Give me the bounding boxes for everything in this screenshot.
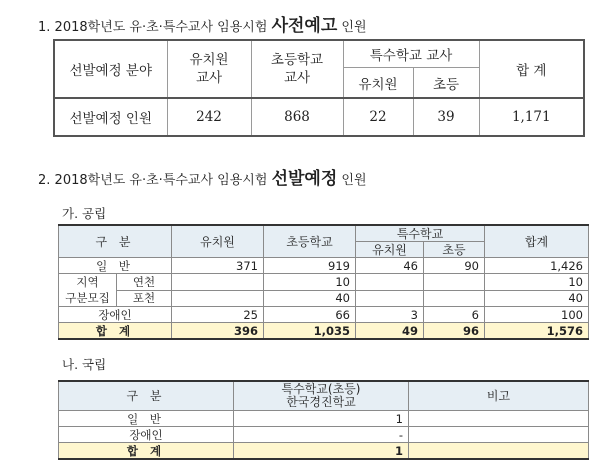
table-row bbox=[59, 290, 589, 307]
public-total-special-elem: 96 bbox=[424, 323, 485, 340]
disabled-kinder: 25 bbox=[172, 307, 264, 323]
general-kinder: 371 bbox=[172, 258, 264, 274]
national-disabled-label: 장애인 bbox=[59, 427, 234, 443]
section2-title: 2018학년도 유·초·특수교사 임용시험 bbox=[54, 173, 268, 188]
preannouncement-table bbox=[53, 39, 585, 137]
table-row bbox=[59, 307, 589, 323]
section2-heading bbox=[38, 164, 367, 189]
table-row bbox=[59, 323, 589, 340]
total-header: 합 계 bbox=[479, 40, 584, 98]
pocheon-special-kinder bbox=[356, 290, 424, 307]
national-category-header: 구 분 bbox=[59, 381, 234, 411]
yeoncheon-kinder bbox=[172, 274, 264, 291]
national-school-line1: 특수학교(초등) bbox=[281, 382, 361, 396]
disabled-total: 100 bbox=[485, 307, 589, 323]
section1-title: 2018학년도 유·초·특수교사 임용시험 bbox=[54, 20, 268, 35]
general-special-kinder: 46 bbox=[356, 258, 424, 274]
elem-count: 868 bbox=[251, 98, 343, 136]
table-row bbox=[59, 443, 589, 460]
yeoncheon-special-elem bbox=[424, 274, 485, 291]
kinder-header-line1: 유치원 bbox=[189, 52, 229, 68]
elem-teacher-header bbox=[251, 40, 343, 98]
kinder-count: 242 bbox=[167, 98, 251, 136]
general-elem: 919 bbox=[264, 258, 356, 274]
national-school-header bbox=[234, 381, 409, 411]
general-special-elem: 90 bbox=[424, 258, 485, 274]
national-total-label: 합 계 bbox=[59, 443, 234, 460]
elem-header-line1: 초등학교 bbox=[270, 52, 324, 68]
planned-count-label: 선발예정 인원 bbox=[54, 98, 167, 136]
national-general-value: 1 bbox=[234, 411, 409, 427]
special-kinder-header: 유치원 bbox=[343, 68, 413, 98]
national-label: 나. 국립 bbox=[62, 357, 107, 372]
yeoncheon-elem: 10 bbox=[264, 274, 356, 291]
pocheon-special-elem bbox=[424, 290, 485, 307]
yeoncheon-total: 10 bbox=[485, 274, 589, 291]
field-header: 선발예정 분야 bbox=[54, 40, 167, 98]
national-total-note bbox=[409, 443, 589, 460]
special-elem-count: 39 bbox=[413, 98, 479, 136]
public-elem-header: 초등학교 bbox=[264, 225, 356, 258]
public-kinder-header: 유치원 bbox=[172, 225, 264, 258]
public-category-header: 구 분 bbox=[59, 225, 172, 258]
public-special-elem-header: 초등 bbox=[424, 242, 485, 258]
kinder-header-line2: 교사 bbox=[195, 70, 223, 86]
public-special-kinder-header: 유치원 bbox=[356, 242, 424, 258]
pocheon-total: 40 bbox=[485, 290, 589, 307]
public-table bbox=[58, 224, 589, 340]
table-row bbox=[59, 411, 589, 427]
pocheon-elem: 40 bbox=[264, 290, 356, 307]
pocheon-label: 포천 bbox=[117, 290, 172, 307]
national-disabled-value: - bbox=[234, 427, 409, 443]
public-total-sum: 1,576 bbox=[485, 323, 589, 340]
table-row bbox=[59, 427, 589, 443]
pocheon-kinder bbox=[172, 290, 264, 307]
public-special-header: 특수학교 bbox=[356, 225, 485, 242]
regional-label-line1: 지역 bbox=[76, 275, 99, 289]
table-row bbox=[59, 274, 589, 291]
public-total-label: 합 계 bbox=[59, 323, 172, 340]
disabled-elem: 66 bbox=[264, 307, 356, 323]
kinder-teacher-header bbox=[167, 40, 251, 98]
section2-title-suffix: 인원 bbox=[341, 173, 367, 188]
general-total: 1,426 bbox=[485, 258, 589, 274]
section2-number: 2. bbox=[38, 173, 51, 188]
national-general-label: 일 반 bbox=[59, 411, 234, 427]
elem-header-line2: 교사 bbox=[283, 70, 311, 86]
public-total-special-kinder: 49 bbox=[356, 323, 424, 340]
regional-label bbox=[59, 274, 117, 307]
yeoncheon-label: 연천 bbox=[117, 274, 172, 291]
public-label: 가. 공립 bbox=[62, 206, 107, 221]
national-disabled-note bbox=[409, 427, 589, 443]
public-total-elem: 1,035 bbox=[264, 323, 356, 340]
yeoncheon-special-kinder bbox=[356, 274, 424, 291]
section1-title-suffix: 인원 bbox=[341, 20, 367, 35]
section1-number: 1. bbox=[38, 20, 51, 35]
disabled-special-elem: 6 bbox=[424, 307, 485, 323]
special-teacher-header: 특수학교 교사 bbox=[343, 40, 479, 68]
national-general-note bbox=[409, 411, 589, 427]
disabled-special-kinder: 3 bbox=[356, 307, 424, 323]
general-label: 일 반 bbox=[59, 258, 172, 274]
public-total-header: 합계 bbox=[485, 225, 589, 258]
national-school-line2: 한국경진학교 bbox=[286, 395, 356, 409]
disabled-label: 장애인 bbox=[59, 307, 172, 323]
national-table bbox=[58, 380, 589, 460]
section2-title-emphasis: 선발예정 bbox=[271, 169, 338, 189]
table-row bbox=[59, 258, 589, 274]
total-count: 1,171 bbox=[479, 98, 584, 136]
special-elem-header: 초등 bbox=[413, 68, 479, 98]
national-total-value: 1 bbox=[234, 443, 409, 460]
section1-title-emphasis: 사전예고 bbox=[271, 16, 338, 36]
national-note-header: 비고 bbox=[409, 381, 589, 411]
special-kinder-count: 22 bbox=[343, 98, 413, 136]
section1-heading bbox=[38, 11, 367, 36]
regional-label-line2: 구분모집 bbox=[65, 291, 110, 305]
public-total-kinder: 396 bbox=[172, 323, 264, 340]
